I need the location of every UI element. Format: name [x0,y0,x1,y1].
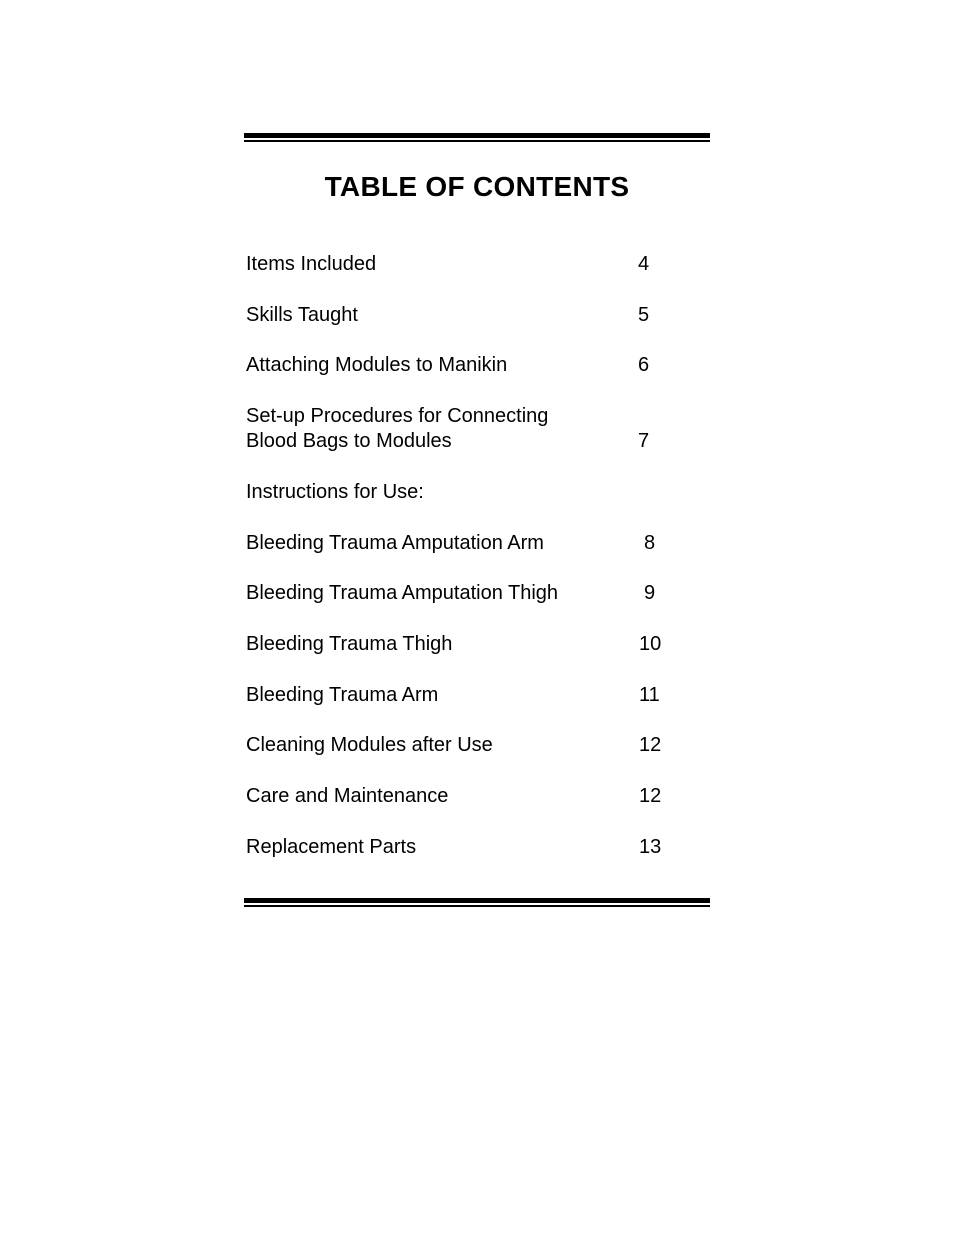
toc-entry-page-number: 5 [638,304,650,326]
toc-section-label: Instructions for Use: [246,481,424,503]
toc-entry-label-line-2: Blood Bags to Modules [246,430,452,452]
toc-entry-page-number: 12 [639,734,662,756]
bottom-divider-thick-line [244,898,710,903]
toc-entry-label: Replacement Parts [246,836,417,858]
toc-entry-label: Attaching Modules to Manikin [246,354,508,376]
toc-entry-page-number: 10 [639,633,662,655]
bottom-divider-thin-line [244,905,710,907]
toc-entry-page-number: 12 [639,785,662,807]
toc-entry-label: Bleeding Trauma Thigh [246,633,453,655]
toc-entry-page-number: 13 [639,836,662,858]
toc-entry-page-number: 8 [644,532,656,554]
toc-entry-page-number: 9 [644,582,656,604]
toc-entry-label: Bleeding Trauma Amputation Arm [246,532,544,554]
toc-entry-label: Cleaning Modules after Use [246,734,493,756]
toc-entry-page-number: 11 [639,684,660,706]
page-title: TABLE OF CONTENTS [324,171,630,202]
bottom-divider-rule [244,898,710,907]
toc-entry-label: Bleeding Trauma Amputation Thigh [246,582,559,604]
toc-entry-page-number: 7 [638,430,650,452]
toc-entry-page-number: 6 [638,354,650,376]
toc-entry-label: Skills Taught [246,304,358,326]
toc-entry-label: Bleeding Trauma Arm [246,684,439,706]
toc-entry-label: Items Included [246,253,377,275]
toc-entry-page-number: 4 [638,253,650,275]
toc-entry-label-line-1: Set-up Procedures for Connecting [246,405,549,427]
toc-entry-label: Care and Maintenance [246,785,449,807]
